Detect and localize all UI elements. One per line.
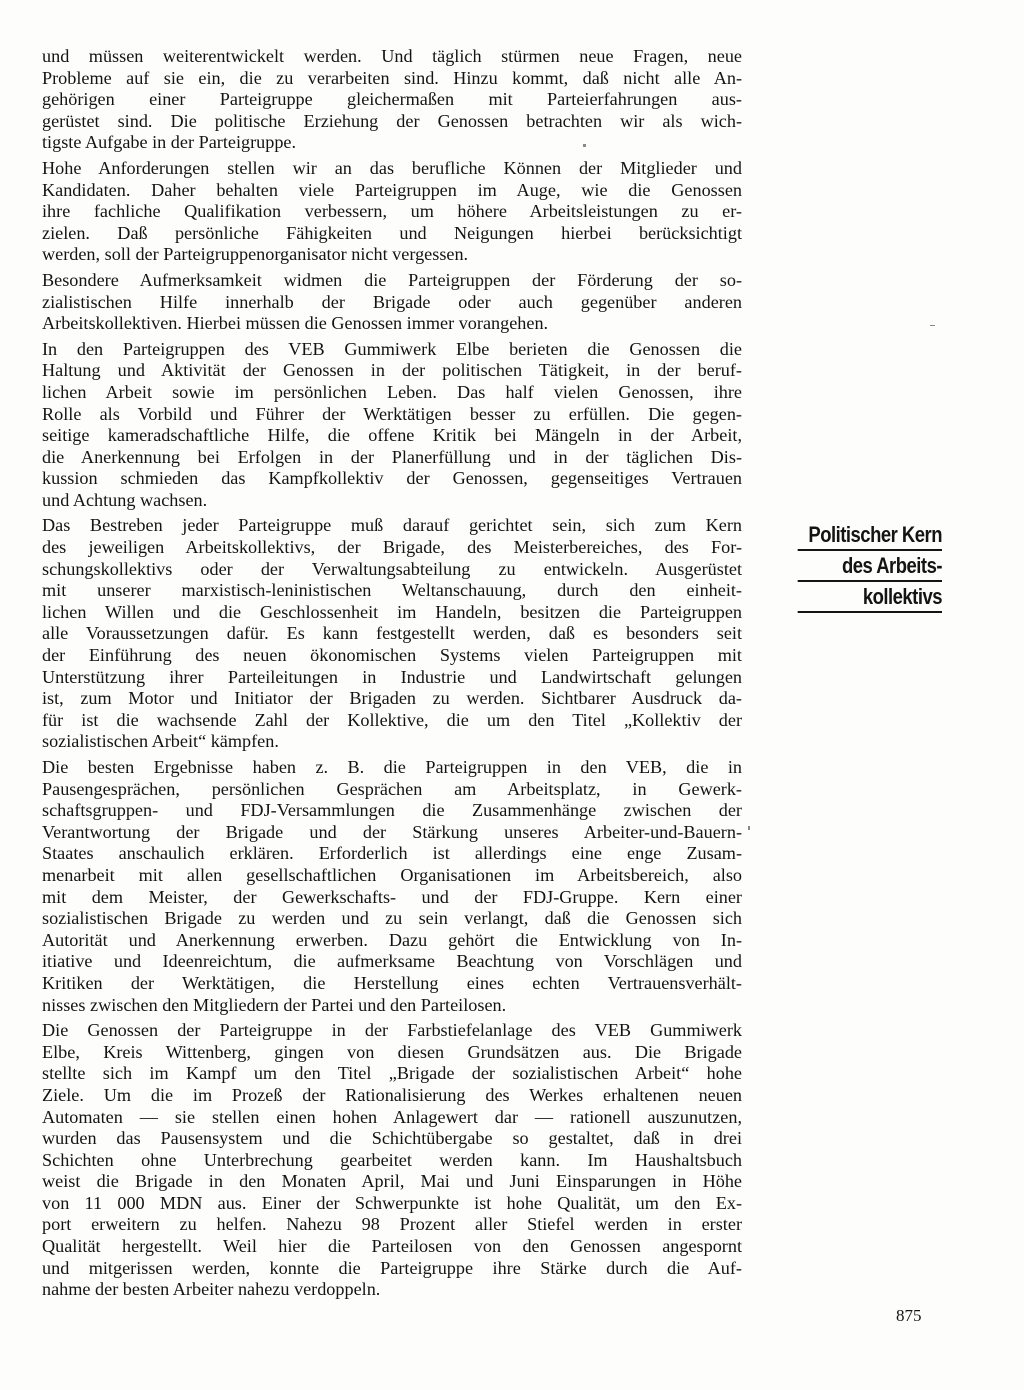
- text-line: sozialistischen Brigade zu werden und zu sein verlangt, daß die Genossen sich: [42, 908, 742, 929]
- text-line: Haltung und Aktivität der Genossen in der politischen Tätigkeit, in der beruf-: [42, 360, 742, 381]
- text-line: Unterstützung ihrer Parteileitungen in Industrie und Landwirtschaft gelungen: [42, 666, 742, 687]
- text-line: kussion schmieden das Kampfkollektiv der Genossen, gegenseitiges Vertrauen: [42, 468, 742, 489]
- page-number: 875: [896, 1306, 922, 1325]
- text-line: sozialistischen Arbeit“ kämpfen.: [42, 731, 279, 752]
- text-line: port erweitern zu helfen. Nahezu 98 Prozent aller Stiefel werden in erster: [42, 1214, 742, 1235]
- text-line: Pausengesprächen, persönlichen Gesprächen am Arbeitsplatz, in Gewerk-: [42, 778, 742, 799]
- text-line: für ist die wachsende Zahl der Kollektive, die um den Titel „Kollektiv der: [42, 709, 742, 730]
- text-line: nisses zwischen den Mitgliedern der Partei und den Parteilosen.: [42, 994, 507, 1015]
- margin-heading-line: kollektivs: [798, 582, 942, 613]
- text-line: von 11 000 MDN aus. Einer der Schwerpunkte ist hohe Qualität, um den Ex-: [42, 1192, 742, 1213]
- paragraph-4: [42, 339, 742, 512]
- text-line: Hohe Anforderungen stellen wir an das berufliche Können der Mitglieder und: [42, 157, 742, 178]
- text-line: menarbeit mit allen gesellschaftlichen Organisationen im Arbeitsbereich, also: [42, 864, 742, 885]
- text-line: die Anerkennung bei Erfolgen in der Planerfüllung und in der täglichen Dis-: [42, 446, 742, 467]
- text-line: mit unserer marxistisch-leninistischen Weltanschauung, durch den einheit-: [42, 580, 742, 601]
- text-line: Staates anschaulich erklären. Erforderlich ist allerdings eine enge Zusam-: [42, 843, 742, 864]
- text-line: Kandidaten. Daher behalten viele Parteigruppen im Auge, wie die Genossen: [42, 179, 742, 200]
- text-line: Das Bestreben jeder Parteigruppe muß darauf gerichtet sein, sich zum Kern: [42, 515, 742, 536]
- text-line: zialistischen Hilfe innerhalb der Brigade oder auch gegenüber anderen: [42, 291, 742, 312]
- text-line: mit dem Meister, der Gewerkschafts- und der FDJ-Gruppe. Kern einer: [42, 886, 742, 907]
- paragraph-2: [42, 158, 742, 266]
- text-line: werden, soll der Parteigruppenorganisator nicht vergessen.: [42, 244, 469, 265]
- body-text-column: [42, 46, 742, 1305]
- paragraph-3: [42, 270, 742, 335]
- margin-heading: [798, 520, 942, 613]
- text-line: Verantwortung der Brigade und der Stärkung unseres Arbeiter-und-Bauern-: [42, 821, 742, 842]
- text-line: schaftsgruppen- und FDJ-Versammlungen die Zusammenhänge zwischen der: [42, 800, 742, 821]
- text-line: gerüstet sind. Die politische Erziehung der Genossen betrachten wir als wich-: [42, 110, 742, 131]
- text-line: der Einführung des neuen ökonomischen Systems vielen Parteigruppen mit: [42, 645, 742, 666]
- text-line: Ziele. Um die im Prozeß der Rationalisierung des Werkes erhaltenen neuen: [42, 1084, 742, 1105]
- text-line: tigste Aufgabe in der Parteigruppe.: [42, 132, 297, 153]
- text-line: Probleme auf sie ein, die zu verarbeiten sind. Hinzu kommt, daß nicht alle An-: [42, 67, 742, 88]
- text-line: Schichten ohne Unterbrechung gearbeitet werden kann. Im Haushaltsbuch: [42, 1149, 742, 1170]
- text-line: Arbeitskollektiven. Hierbei müssen die Genossen immer vorangehen.: [42, 313, 549, 334]
- text-line: und Achtung wachsen.: [42, 489, 208, 510]
- text-line: Die besten Ergebnisse haben z. B. die Parteigruppen in den VEB, die in: [42, 757, 742, 777]
- text-line: ihre fachliche Qualifikation verbessern, um höhere Arbeitsleistungen zu er-: [42, 201, 742, 222]
- text-line: In den Parteigruppen des VEB Gummiwerk Elbe berieten die Genossen die: [42, 338, 742, 359]
- text-line: Besondere Aufmerksamkeit widmen die Parteigruppen der Förderung der so-: [42, 269, 742, 290]
- text-line: Elbe, Kreis Wittenberg, gingen von diesen Grundsätzen aus. Die Brigade: [42, 1041, 742, 1062]
- print-speck: [583, 144, 586, 147]
- print-speck: [748, 826, 750, 830]
- text-line: schungskollektivs oder der Verwaltungsabteilung zu entwickeln. Ausgerüstet: [42, 558, 742, 579]
- text-line: nahme der besten Arbeiter nahezu verdoppeln.: [42, 1279, 381, 1300]
- text-line: stellte sich im Kampf um den Titel „Brigade der sozialistischen Arbeit“ hohe: [42, 1063, 742, 1084]
- text-line: wurden das Pausensystem und die Schichtübergabe so gestaltet, daß in drei: [42, 1128, 742, 1149]
- text-line: Automaten — sie stellen einen hohen Anlagewert dar — rationell auszunutzen,: [42, 1106, 742, 1127]
- margin-heading-line: Politischer Kern: [798, 520, 942, 551]
- text-line: Rolle als Vorbild und Führer der Werktätigen besser zu erfüllen. Die gegen-: [42, 403, 742, 424]
- paragraph-1: [42, 46, 742, 154]
- text-line: lichen Arbeit sowie im persönlichen Leben. Das half vielen Genossen, ihre: [42, 381, 742, 402]
- text-line: Qualität hergestellt. Weil hier die Parteilosen von den Genossen angespornt: [42, 1236, 742, 1257]
- text-line: alle Voraussetzungen dafür. Es kann festgestellt werden, daß es besonders seit: [42, 623, 742, 644]
- text-line: und müssen weiterentwickelt werden. Und täglich stürmen neue Fragen, neue: [42, 46, 742, 66]
- margin-heading-line: des Arbeits-: [798, 551, 942, 582]
- text-line: lichen Willen und die Geschlossenheit im Handeln, besitzen die Parteigruppen: [42, 601, 742, 622]
- text-line: weist die Brigade in den Monaten April, Mai und Juni Einsparungen in Höhe: [42, 1171, 742, 1192]
- paragraph-5: [42, 515, 742, 753]
- text-line: gehörigen einer Parteigruppe gleichermaßen mit Parteierfahrungen aus-: [42, 89, 742, 110]
- text-line: Die Genossen der Parteigruppe in der Farbstiefelanlage des VEB Gummiwerk: [42, 1020, 742, 1041]
- print-speck: [930, 325, 935, 326]
- text-line: ist, zum Motor und Initiator der Brigaden zu werden. Sichtbarer Ausdruck da-: [42, 688, 742, 709]
- text-line: Autorität und Anerkennung erwerben. Dazu gehört die Entwicklung von In-: [42, 929, 742, 950]
- paragraph-7: [42, 1020, 742, 1301]
- text-line: des jeweiligen Arbeitskollektivs, der Brigade, des Meisterbereiches, des For-: [42, 537, 742, 558]
- text-line: seitige kameradschaftliche Hilfe, die offene Kritik bei Mängeln in der Arbeit,: [42, 425, 742, 446]
- text-line: zielen. Daß persönliche Fähigkeiten und Neigungen hierbei berücksichtigt: [42, 222, 742, 243]
- text-line: und mitgerissen werden, konnte die Parteigruppe ihre Stärke durch die Auf-: [42, 1257, 742, 1278]
- paragraph-6: [42, 757, 742, 1016]
- text-line: itiative und Ideenreichtum, die aufmerksame Beachtung von Vorschlägen und: [42, 951, 742, 972]
- text-line: Kritiken der Werktätigen, die Herstellung eines echten Vertrauensverhält-: [42, 972, 742, 993]
